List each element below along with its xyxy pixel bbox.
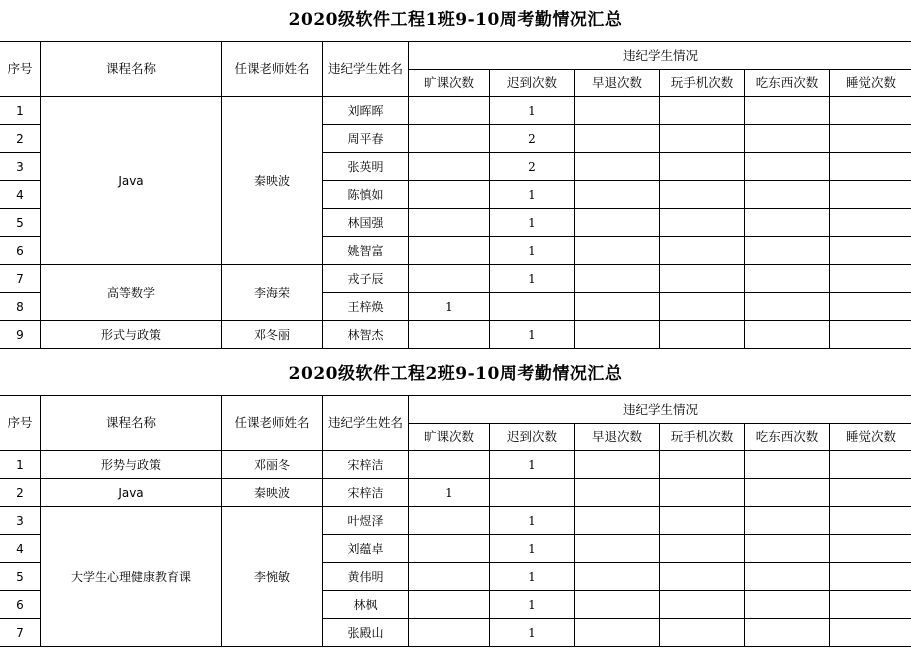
student-cell: 宋梓洁	[323, 451, 409, 479]
sleeping-count-cell	[830, 153, 911, 181]
sleeping-count-cell	[830, 181, 911, 209]
seq-cell: 3	[0, 153, 41, 181]
late-count-cell: 1	[490, 535, 575, 563]
sleeping-count-cell	[830, 563, 911, 591]
seq-cell: 7	[0, 619, 41, 647]
late-count-cell: 1	[490, 209, 575, 237]
eating-count-cell	[745, 209, 830, 237]
phone-count-cell	[660, 265, 745, 293]
header-teacher: 任课老师姓名	[222, 396, 323, 451]
absence-count-cell	[409, 265, 490, 293]
header-phone-count: 玩手机次数	[660, 70, 745, 97]
late-count-cell: 2	[490, 125, 575, 153]
early-leave-count-cell	[575, 535, 660, 563]
phone-count-cell	[660, 97, 745, 125]
early-leave-count-cell	[575, 293, 660, 321]
absence-count-cell	[409, 181, 490, 209]
seq-cell: 2	[0, 125, 41, 153]
student-cell: 叶煜泽	[323, 507, 409, 535]
absence-count-cell	[409, 619, 490, 647]
eating-count-cell	[745, 293, 830, 321]
student-cell: 周平春	[323, 125, 409, 153]
table-row	[0, 451, 911, 479]
sleeping-count-cell	[830, 479, 911, 507]
absence-count-cell	[409, 237, 490, 265]
student-cell: 刘蕴卓	[323, 535, 409, 563]
eating-count-cell	[745, 619, 830, 647]
teacher-cell: 秦映波	[222, 479, 323, 507]
eating-count-cell	[745, 535, 830, 563]
student-cell: 刘晖晖	[323, 97, 409, 125]
header-eating-count: 吃东西次数	[745, 70, 830, 97]
attendance-table	[0, 41, 911, 349]
eating-count-cell	[745, 97, 830, 125]
seq-cell: 8	[0, 293, 41, 321]
table-row	[0, 479, 911, 507]
seq-cell: 1	[0, 97, 41, 125]
absence-count-cell: 1	[409, 293, 490, 321]
header-seq: 序号	[0, 396, 41, 451]
course-cell: 高等数学	[41, 265, 222, 321]
late-count-cell: 1	[490, 591, 575, 619]
teacher-cell: 秦映波	[222, 97, 323, 265]
course-cell: 形式与政策	[41, 321, 222, 349]
course-cell: 大学生心理健康教育课	[41, 507, 222, 647]
header-course: 课程名称	[41, 396, 222, 451]
late-count-cell	[490, 479, 575, 507]
early-leave-count-cell	[575, 209, 660, 237]
absence-count-cell	[409, 535, 490, 563]
sleeping-count-cell	[830, 125, 911, 153]
attendance-table	[0, 395, 911, 647]
course-cell: 形势与政策	[41, 451, 222, 479]
course-cell: Java	[41, 97, 222, 265]
student-cell: 林智杰	[323, 321, 409, 349]
late-count-cell: 1	[490, 265, 575, 293]
absence-count-cell	[409, 451, 490, 479]
seq-cell: 5	[0, 209, 41, 237]
phone-count-cell	[660, 507, 745, 535]
header-early-leave-count: 早退次数	[575, 70, 660, 97]
header-seq: 序号	[0, 42, 41, 97]
student-cell: 宋梓洁	[323, 479, 409, 507]
late-count-cell: 1	[490, 507, 575, 535]
eating-count-cell	[745, 563, 830, 591]
sleeping-count-cell	[830, 591, 911, 619]
phone-count-cell	[660, 619, 745, 647]
sleeping-count-cell	[830, 293, 911, 321]
early-leave-count-cell	[575, 265, 660, 293]
late-count-cell: 1	[490, 237, 575, 265]
teacher-cell: 李海荣	[222, 265, 323, 321]
absence-count-cell	[409, 97, 490, 125]
table-row	[0, 265, 911, 293]
header-absence-count: 旷课次数	[409, 70, 490, 97]
phone-count-cell	[660, 293, 745, 321]
header-late-count: 迟到次数	[490, 424, 575, 451]
seq-cell: 7	[0, 265, 41, 293]
student-cell: 姚智富	[323, 237, 409, 265]
eating-count-cell	[745, 507, 830, 535]
early-leave-count-cell	[575, 591, 660, 619]
absence-count-cell	[409, 321, 490, 349]
sleeping-count-cell	[830, 265, 911, 293]
eating-count-cell	[745, 479, 830, 507]
eating-count-cell	[745, 321, 830, 349]
early-leave-count-cell	[575, 619, 660, 647]
eating-count-cell	[745, 265, 830, 293]
phone-count-cell	[660, 321, 745, 349]
early-leave-count-cell	[575, 181, 660, 209]
header-early-leave-count: 早退次数	[575, 424, 660, 451]
header-teacher: 任课老师姓名	[222, 42, 323, 97]
absence-count-cell	[409, 563, 490, 591]
phone-count-cell	[660, 125, 745, 153]
absence-count-cell	[409, 153, 490, 181]
sleeping-count-cell	[830, 535, 911, 563]
seq-cell: 4	[0, 181, 41, 209]
eating-count-cell	[745, 237, 830, 265]
table-title: 2020级软件工程1班9-10周考勤情况汇总	[288, 10, 623, 30]
early-leave-count-cell	[575, 563, 660, 591]
student-cell: 黄伟明	[323, 563, 409, 591]
phone-count-cell	[660, 181, 745, 209]
seq-cell: 1	[0, 451, 41, 479]
early-leave-count-cell	[575, 451, 660, 479]
seq-cell: 6	[0, 237, 41, 265]
eating-count-cell	[745, 591, 830, 619]
eating-count-cell	[745, 153, 830, 181]
sleeping-count-cell	[830, 97, 911, 125]
sleeping-count-cell	[830, 321, 911, 349]
early-leave-count-cell	[575, 479, 660, 507]
sleeping-count-cell	[830, 209, 911, 237]
header-violation-group: 违纪学生情况	[409, 42, 911, 70]
course-cell: Java	[41, 479, 222, 507]
phone-count-cell	[660, 563, 745, 591]
eating-count-cell	[745, 125, 830, 153]
eating-count-cell	[745, 451, 830, 479]
sleeping-count-cell	[830, 451, 911, 479]
late-count-cell: 2	[490, 153, 575, 181]
table-title: 2020级软件工程2班9-10周考勤情况汇总	[288, 364, 623, 384]
late-count-cell: 1	[490, 619, 575, 647]
seq-cell: 5	[0, 563, 41, 591]
header-sleeping-count: 睡觉次数	[830, 424, 911, 451]
phone-count-cell	[660, 209, 745, 237]
absence-count-cell	[409, 209, 490, 237]
seq-cell: 4	[0, 535, 41, 563]
sleeping-count-cell	[830, 507, 911, 535]
header-late-count: 迟到次数	[490, 70, 575, 97]
early-leave-count-cell	[575, 125, 660, 153]
teacher-cell: 邓冬丽	[222, 321, 323, 349]
sleeping-count-cell	[830, 619, 911, 647]
absence-count-cell	[409, 125, 490, 153]
phone-count-cell	[660, 591, 745, 619]
phone-count-cell	[660, 535, 745, 563]
phone-count-cell	[660, 153, 745, 181]
seq-cell: 6	[0, 591, 41, 619]
teacher-cell: 李惋敏	[222, 507, 323, 647]
eating-count-cell	[745, 181, 830, 209]
absence-count-cell	[409, 507, 490, 535]
absence-count-cell	[409, 591, 490, 619]
early-leave-count-cell	[575, 321, 660, 349]
late-count-cell: 1	[490, 451, 575, 479]
student-cell: 林枫	[323, 591, 409, 619]
student-cell: 张英明	[323, 153, 409, 181]
absence-count-cell: 1	[409, 479, 490, 507]
student-cell: 张殿山	[323, 619, 409, 647]
early-leave-count-cell	[575, 153, 660, 181]
seq-cell: 3	[0, 507, 41, 535]
late-count-cell: 1	[490, 97, 575, 125]
table-row	[0, 97, 911, 125]
header-eating-count: 吃东西次数	[745, 424, 830, 451]
header-course: 课程名称	[41, 42, 222, 97]
header-student: 违纪学生姓名	[323, 42, 409, 97]
student-cell: 戎子辰	[323, 265, 409, 293]
seq-cell: 2	[0, 479, 41, 507]
header-absence-count: 旷课次数	[409, 424, 490, 451]
late-count-cell: 1	[490, 563, 575, 591]
early-leave-count-cell	[575, 507, 660, 535]
phone-count-cell	[660, 237, 745, 265]
phone-count-cell	[660, 479, 745, 507]
header-violation-group: 违纪学生情况	[409, 396, 911, 424]
phone-count-cell	[660, 451, 745, 479]
student-cell: 陈慎如	[323, 181, 409, 209]
sleeping-count-cell	[830, 237, 911, 265]
early-leave-count-cell	[575, 97, 660, 125]
student-cell: 王梓焕	[323, 293, 409, 321]
teacher-cell: 邓丽冬	[222, 451, 323, 479]
table-row	[0, 507, 911, 535]
header-sleeping-count: 睡觉次数	[830, 70, 911, 97]
table-row	[0, 321, 911, 349]
student-cell: 林国强	[323, 209, 409, 237]
early-leave-count-cell	[575, 237, 660, 265]
seq-cell: 9	[0, 321, 41, 349]
late-count-cell: 1	[490, 321, 575, 349]
late-count-cell: 1	[490, 181, 575, 209]
header-phone-count: 玩手机次数	[660, 424, 745, 451]
header-student: 违纪学生姓名	[323, 396, 409, 451]
late-count-cell	[490, 293, 575, 321]
